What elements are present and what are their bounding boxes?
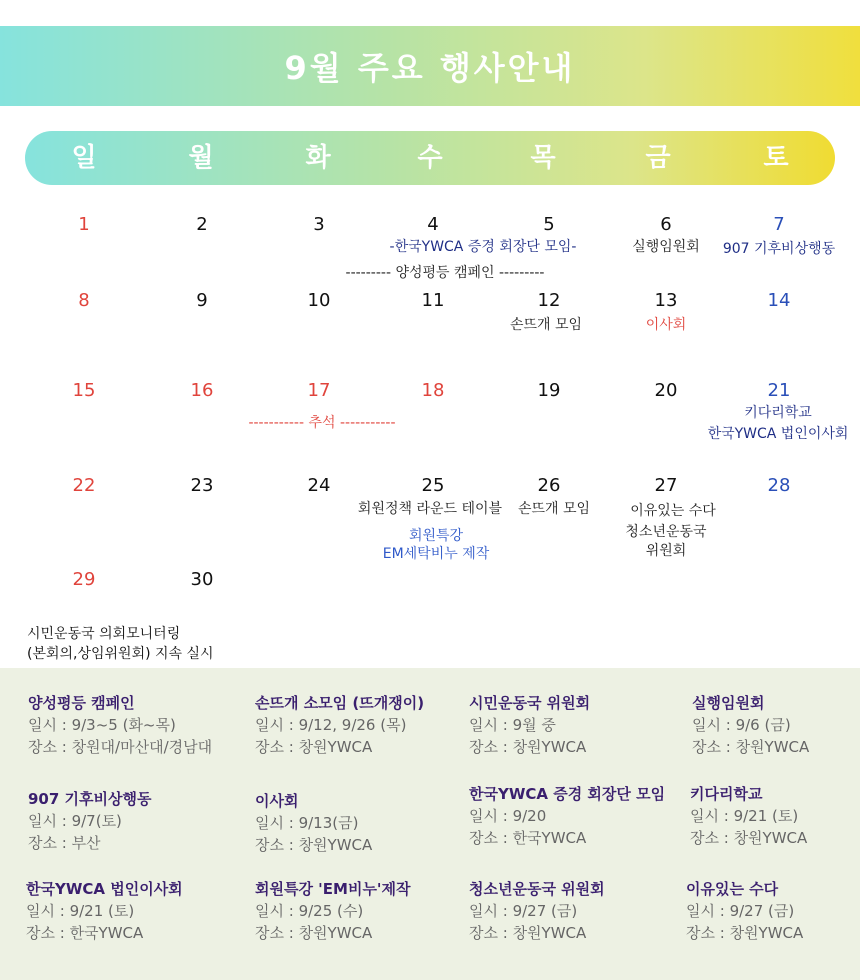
detail-date: 일시 : 9/21 (토) (26, 902, 135, 920)
detail-card (255, 878, 411, 944)
weekday-sat: 토 (763, 143, 789, 173)
detail-title: 이유있는 수다 (686, 880, 779, 898)
event-ywca-corporate-board: 한국YWCA 법인이사회 (707, 426, 849, 442)
detail-card (255, 790, 372, 856)
event-member-policy-roundtable: 회원정책 라운드 테이블 (357, 501, 503, 517)
detail-place: 장소 : 창원YWCA (686, 924, 804, 942)
day-18: 18 (421, 380, 445, 401)
detail-date: 일시 : 9/3~5 (화~목) (28, 716, 176, 734)
day-24: 24 (307, 475, 331, 496)
detail-place: 장소 : 창원대/마산대/경남대 (28, 738, 213, 756)
day-17: 17 (307, 380, 331, 401)
event-youth-committee-2: 위원회 (645, 543, 687, 559)
day-13: 13 (654, 290, 678, 311)
detail-card (692, 692, 809, 758)
event-chat-with-reason: 이유있는 수다 (630, 503, 716, 519)
day-3: 3 (313, 214, 325, 235)
event-ywca-former-presidents: -한국YWCA 증경 회장단 모임- (389, 239, 577, 255)
detail-date: 일시 : 9월 중 (469, 716, 556, 734)
day-12: 12 (537, 290, 561, 311)
detail-place: 장소 : 부산 (28, 834, 101, 852)
event-em-soap: EM세탁비누 제작 (382, 546, 490, 562)
day-10: 10 (307, 290, 331, 311)
weekday-mon: 월 (188, 143, 214, 173)
detail-card (255, 692, 424, 758)
detail-date: 일시 : 9/25 (수) (255, 902, 364, 920)
day-27: 27 (654, 475, 678, 496)
day-29: 29 (72, 569, 96, 590)
detail-card (26, 878, 183, 944)
monitoring-note-line1: 시민운동국 의회모니터링 (27, 626, 181, 642)
day-20: 20 (654, 380, 678, 401)
day-14: 14 (767, 290, 791, 311)
detail-card (469, 878, 605, 944)
day-9: 9 (196, 290, 208, 311)
day-1: 1 (78, 214, 90, 235)
detail-title: 회원특강 'EM비누'제작 (255, 880, 411, 898)
day-15: 15 (72, 380, 96, 401)
detail-place: 장소 : 창원YWCA (690, 829, 808, 847)
detail-place: 장소 : 창원YWCA (469, 924, 587, 942)
weekday-header (25, 131, 835, 185)
event-knitting-meeting-2: 손뜨개 모임 (517, 501, 591, 517)
detail-card (469, 783, 665, 849)
detail-title: 청소년운동국 위원회 (469, 880, 605, 898)
detail-date: 일시 : 9/7(토) (28, 812, 122, 830)
day-26: 26 (537, 475, 561, 496)
detail-place: 장소 : 창원YWCA (255, 836, 373, 854)
detail-date: 일시 : 9/27 (금) (686, 902, 795, 920)
day-23: 23 (190, 475, 214, 496)
day-30: 30 (190, 569, 214, 590)
detail-card (686, 878, 803, 944)
detail-card (28, 692, 212, 758)
detail-place: 장소 : 창원YWCA (692, 738, 810, 756)
detail-card (690, 783, 807, 849)
detail-title: 키다리학교 (690, 785, 763, 803)
event-kidari-school: 키다리학교 (744, 405, 812, 421)
detail-title: 양성평등 캠페인 (28, 694, 135, 712)
weekday-fri: 금 (645, 143, 671, 173)
detail-date: 일시 : 9/21 (토) (690, 807, 799, 825)
detail-place: 장소 : 창원YWCA (255, 738, 373, 756)
day-6: 6 (660, 214, 672, 235)
event-knitting-meeting: 손뜨개 모임 (509, 317, 583, 333)
day-5: 5 (543, 214, 555, 235)
day-22: 22 (72, 475, 96, 496)
detail-date: 일시 : 9/13(금) (255, 814, 359, 832)
weekday-tue: 화 (305, 143, 331, 173)
event-gender-equality-campaign: --------- 양성평등 캠페인 --------- (345, 265, 545, 281)
day-21: 21 (767, 380, 791, 401)
detail-place: 장소 : 창원YWCA (469, 738, 587, 756)
weekday-wed: 수 (417, 143, 443, 173)
detail-place: 장소 : 창원YWCA (255, 924, 373, 942)
day-2: 2 (196, 214, 208, 235)
event-executive-board: 실행임원회 (632, 239, 700, 255)
event-member-lecture: 회원특강 (408, 528, 464, 544)
detail-date: 일시 : 9/20 (469, 807, 547, 825)
detail-title: 실행임원회 (692, 694, 765, 712)
event-climate-action: 907 기후비상행동 (722, 241, 836, 257)
event-chuseok: ----------- 추석 ----------- (248, 415, 396, 431)
day-19: 19 (537, 380, 561, 401)
weekday-sun: 일 (71, 143, 97, 173)
detail-card (469, 692, 590, 758)
detail-card (28, 788, 151, 854)
detail-title: 한국YWCA 법인이사회 (26, 880, 183, 898)
detail-title: 손뜨개 소모임 (뜨개쟁이) (255, 694, 425, 712)
detail-title: 한국YWCA 증경 회장단 모임 (469, 785, 666, 803)
day-16: 16 (190, 380, 214, 401)
title-banner (0, 26, 860, 106)
event-youth-committee-1: 청소년운동국 (625, 524, 707, 540)
detail-title: 907 기후비상행동 (28, 790, 152, 808)
day-7: 7 (773, 214, 785, 235)
day-4: 4 (427, 214, 439, 235)
detail-title: 이사회 (255, 792, 299, 810)
detail-date: 일시 : 9/12, 9/26 (목) (255, 716, 407, 734)
detail-title: 시민운동국 위원회 (469, 694, 591, 712)
detail-date: 일시 : 9/6 (금) (692, 716, 791, 734)
detail-date: 일시 : 9/27 (금) (469, 902, 578, 920)
day-8: 8 (78, 290, 90, 311)
detail-place: 장소 : 한국YWCA (469, 829, 587, 847)
day-11: 11 (421, 290, 445, 311)
event-board-meeting: 이사회 (645, 317, 687, 333)
day-28: 28 (767, 475, 791, 496)
monitoring-note-line2: (본회의,상임위원회) 지속 실시 (27, 646, 214, 662)
page-title: 9월 주요 행사안내 (284, 49, 576, 87)
event-details-panel (0, 668, 860, 980)
day-25: 25 (421, 475, 445, 496)
detail-place: 장소 : 한국YWCA (26, 924, 144, 942)
monitoring-note (27, 624, 214, 664)
weekday-thu: 목 (530, 143, 556, 173)
